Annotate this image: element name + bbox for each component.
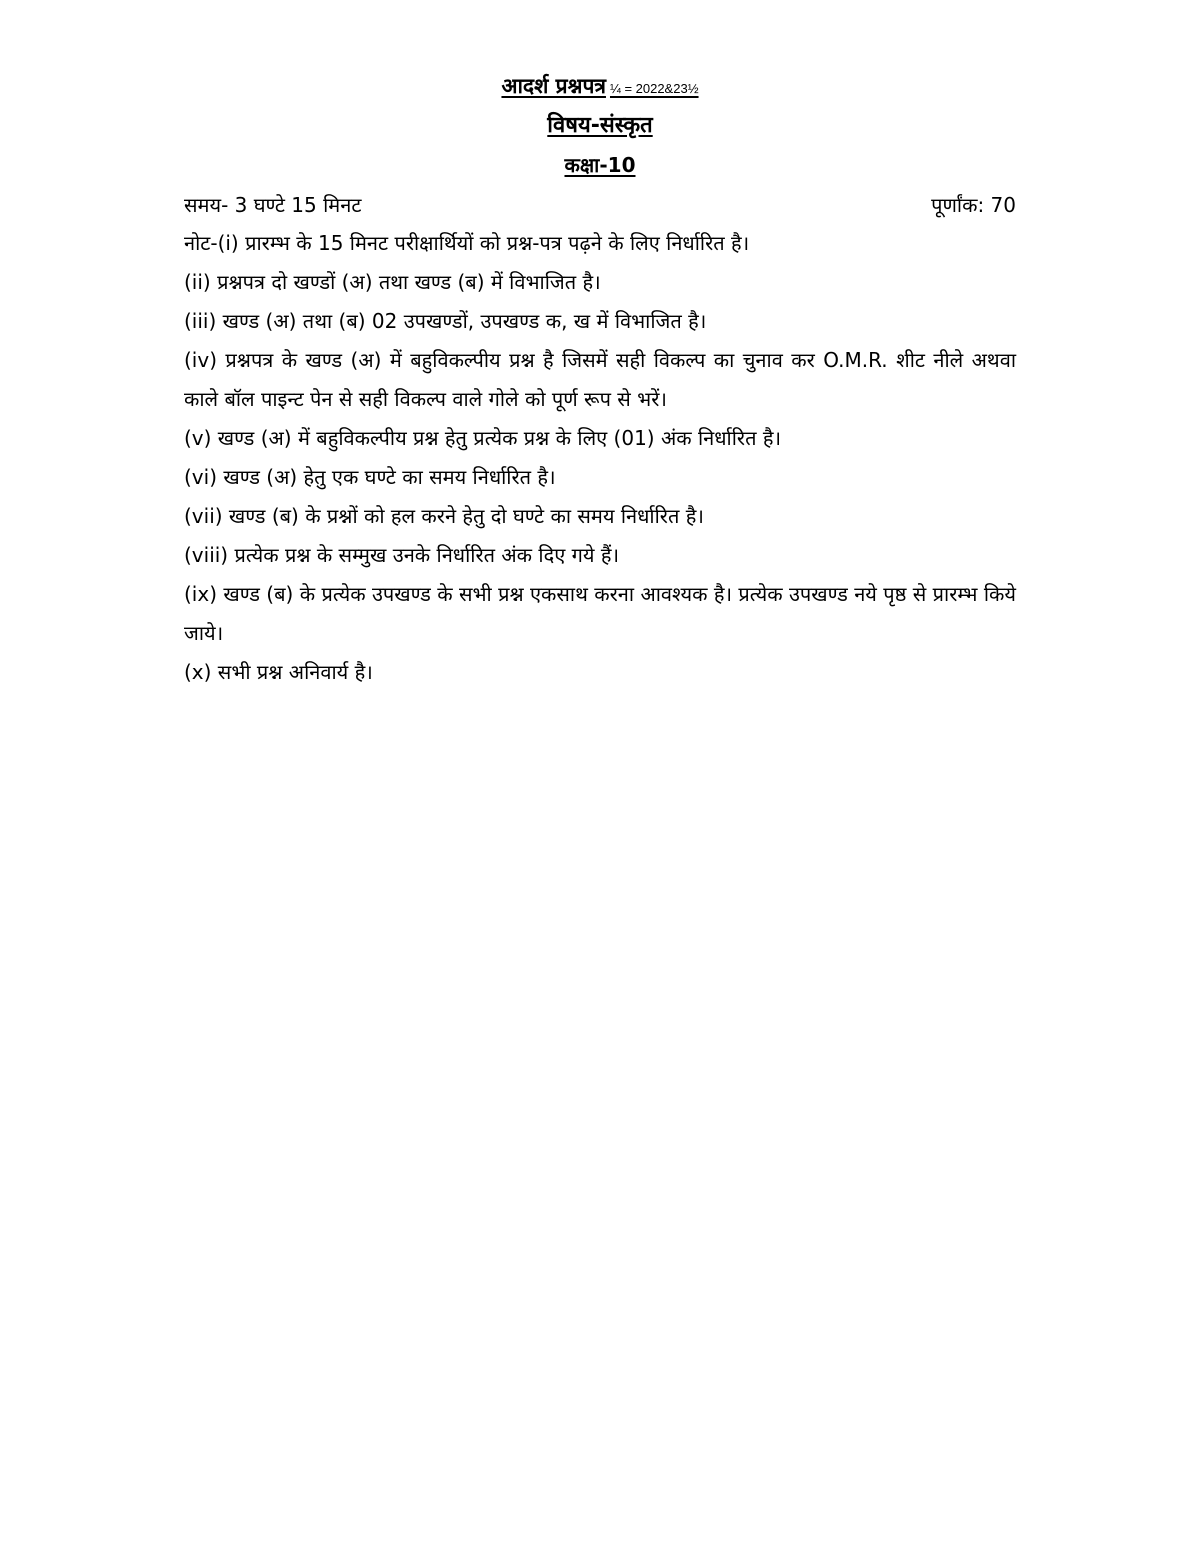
document-page — [184, 66, 1016, 692]
instruction-item: (iv) प्रश्नपत्र के खण्ड (अ) में बहुविकल्पीय प्रश्न है जिसमें सही विकल्प का चुनाव कर O.M.R. शीट नीले अथवा काले बॉल पाइन्ट पेन से सही विकल्प वाले गोले को पूर्ण रूप से भरें। — [184, 348, 1016, 411]
instruction-item: (iii) खण्ड (अ) तथा (ब) 02 उपखण्डों, उपखण्ड क, ख में विभाजित है। — [184, 309, 707, 333]
paper-year-code: ¼ = 2022&23½ — [609, 81, 699, 96]
instruction-item: (ii) प्रश्नपत्र दो खण्डों (अ) तथा खण्ड (ब) में विभाजित है। — [184, 270, 601, 294]
paper-title-text: आदर्श प्रश्नपत्र — [501, 74, 606, 98]
paper-title — [184, 66, 1016, 106]
instruction-item: नोट-(i) प्रारम्भ के 15 मिनट परीक्षार्थियों को प्रश्न-पत्र पढ़ने के लिए निर्धारित है। — [184, 231, 750, 255]
class-heading: कक्षा-10 — [564, 153, 636, 177]
instruction-item: (x) सभी प्रश्न अनिवार्य है। — [184, 660, 373, 684]
instruction-item: (vi) खण्ड (अ) हेतु एक घण्टे का समय निर्धारित है। — [184, 465, 556, 489]
subject-heading: विषय-संस्कृत — [547, 113, 653, 138]
instruction-item: (v) खण्ड (अ) में बहुविकल्पीय प्रश्न हेतु प्रत्येक प्रश्न के लिए (01) अंक निर्धारित है। — [184, 426, 782, 450]
instructions-list — [184, 224, 1016, 692]
instruction-item: (viii) प्रत्येक प्रश्न के सम्मुख उनके निर्धारित अंक दिए गये हैं। — [184, 543, 620, 567]
time-duration: समय- 3 घण्टे 15 मिनट — [184, 193, 362, 217]
full-marks: पूर्णांक: 70 — [931, 193, 1016, 217]
instruction-item: (ix) खण्ड (ब) के प्रत्येक उपखण्ड के सभी प्रश्न एकसाथ करना आवश्यक है। प्रत्येक उपखण्ड नये पृष्ठ से प्रारम्भ किये जाये। — [184, 582, 1016, 645]
instruction-item: (vii) खण्ड (ब) के प्रश्नों को हल करने हेतु दो घण्टे का समय निर्धारित है। — [184, 504, 704, 528]
exam-meta-row — [184, 186, 1016, 224]
